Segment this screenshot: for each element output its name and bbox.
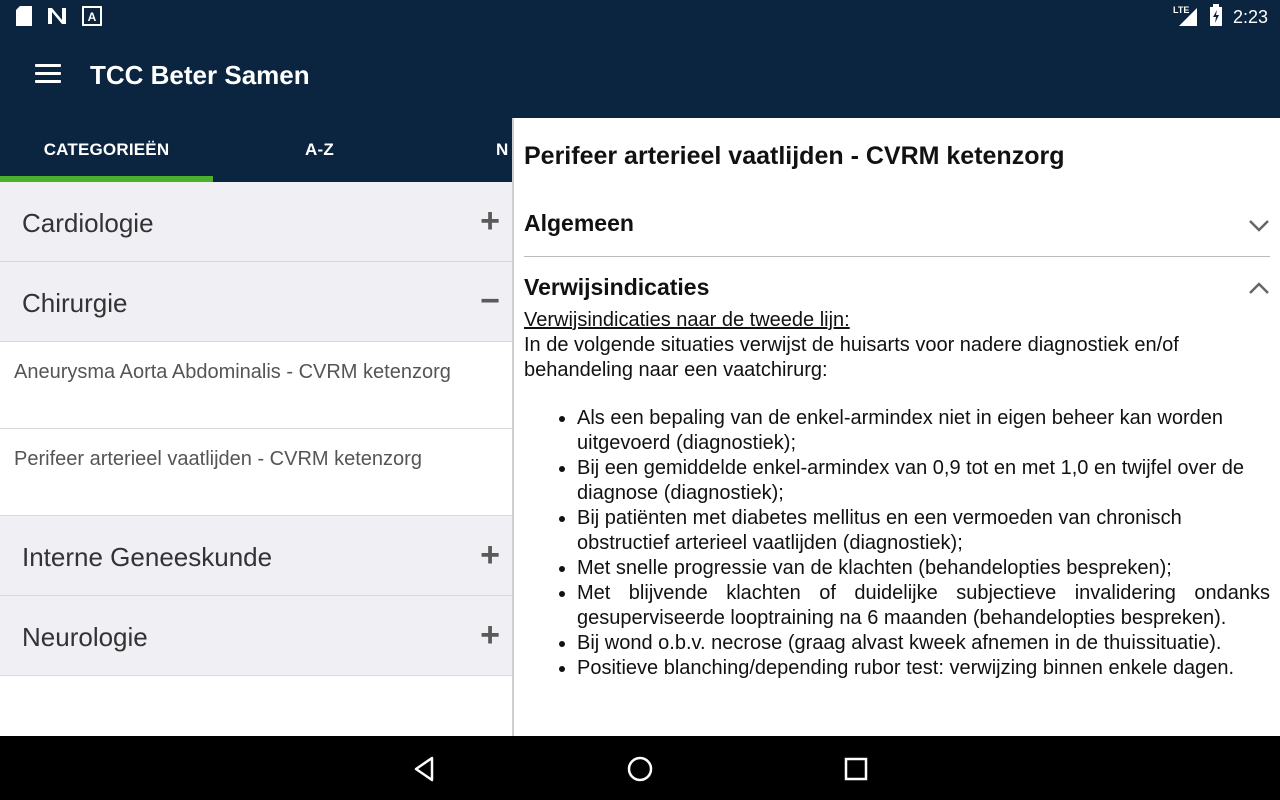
tab-bar [0, 118, 512, 182]
status-right [1173, 4, 1268, 31]
expand-plus-icon[interactable]: + [480, 536, 500, 574]
section-verwijsindicaties[interactable] [524, 274, 1270, 301]
section-algemeen[interactable] [524, 210, 1270, 237]
tab-categorieen[interactable]: CATEGORIEËN [43, 140, 170, 159]
list-item-aneurysma[interactable] [0, 342, 512, 429]
back-icon[interactable] [410, 754, 440, 784]
category-chirurgie[interactable] [0, 262, 512, 342]
body-subheading: Verwijsindicaties naar de tweede lijn: [524, 309, 850, 331]
list-item-label: Aneurysma Aorta Abdominalis - CVRM ketenzorg [14, 361, 451, 383]
detail-heading: Perifeer arterieel vaatlijden - CVRM ketenzorg [524, 142, 1065, 170]
tab-a-z[interactable]: A-Z [305, 140, 334, 159]
n-notification-icon [46, 6, 68, 31]
detail-pane [514, 118, 1280, 736]
category-label: Neurologie [22, 622, 148, 652]
list-item: • Positieve blanching/depending rubor test: verwijzing binnen enkele dagen. [577, 656, 1270, 681]
indication-list [524, 406, 1270, 681]
list-item: • Met snelle progressie van de klachten (behandelopties bespreken); [577, 556, 1270, 581]
svg-text:A: A [87, 10, 97, 24]
status-bar [0, 0, 1280, 32]
recents-icon[interactable] [841, 754, 871, 784]
list-item-perifeer[interactable] [0, 429, 512, 516]
home-icon[interactable] [625, 754, 655, 784]
category-label: Interne Geneeskunde [22, 542, 273, 572]
list-item: • Als een bepaling van de enkel-armindex niet in eigen beheer kan worden uitgevoerd (diagnostiek); [577, 406, 1270, 456]
chevron-up-icon[interactable] [1248, 278, 1270, 300]
app-bar [0, 32, 1280, 118]
category-neurologie[interactable] [0, 596, 512, 676]
status-time: 2:23 [1232, 7, 1268, 27]
app-title: TCC Beter Samen [90, 60, 310, 90]
tab-n[interactable]: N [496, 140, 509, 159]
left-pane [0, 118, 512, 736]
list-item: • Met blijvende klachten of duidelijke subjectieve invalidering ondanks gesuperviseerde looptraining na 6 maanden (behandelopties bespreken). [577, 581, 1270, 631]
expand-plus-icon[interactable]: + [480, 202, 500, 240]
network-type: LTE [1172, 5, 1190, 15]
system-nav-bar [0, 736, 1280, 800]
battery-icon [1209, 4, 1223, 31]
a-notification-icon [82, 6, 102, 31]
category-interne-geneeskunde[interactable] [0, 516, 512, 596]
category-cardiologie[interactable] [0, 182, 512, 262]
section-title: Algemeen [524, 210, 634, 236]
list-item-label: Perifeer arterieel vaatlijden - CVRM ketenzorg [14, 448, 422, 470]
body-intro: In de volgende situaties verwijst de huisarts voor nadere diagnostiek en/of behandeling naar een vaatchirurg: [524, 334, 1179, 381]
section-title: Verwijsindicaties [524, 274, 710, 300]
category-label: Cardiologie [22, 208, 154, 238]
chevron-down-icon[interactable] [1248, 214, 1270, 236]
collapse-minus-icon[interactable]: − [480, 282, 500, 320]
section-divider [524, 256, 1270, 257]
section-body [524, 308, 1270, 681]
hamburger-menu-icon[interactable] [35, 64, 61, 84]
category-label: Chirurgie [22, 288, 128, 318]
status-left-icons [16, 6, 102, 31]
signal-icon [1173, 4, 1199, 31]
list-item: • Bij wond o.b.v. necrose (graag alvast kweek afnemen in de thuissituatie). [577, 631, 1270, 656]
list-item: • Bij patiënten met diabetes mellitus en een vermoeden van chronisch obstructief arterieel vaatlijden (diagnostiek); [577, 506, 1270, 556]
sd-card-icon [16, 6, 32, 31]
list-item: • Bij een gemiddelde enkel-armindex van 0,9 tot en met 1,0 en twijfel over de diagnose (diagnostiek); [577, 456, 1270, 506]
expand-plus-icon[interactable]: + [480, 616, 500, 654]
